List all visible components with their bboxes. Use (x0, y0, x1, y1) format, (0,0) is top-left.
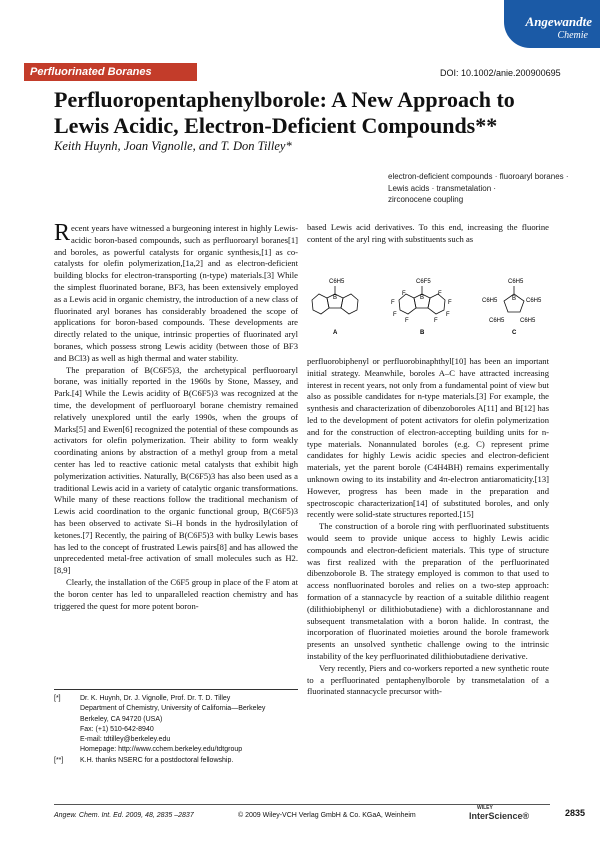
paragraph: The construction of a borole ring with perfluorinated substituents would seem to provide unique access to highly Lewis acidic compounds and electron-deficient materials. This type of structure was first realized with the preparation of the perfluorinated dibenzoborole B. The strategy employed is common to that used to access nonfluorinated boroles and relies on a two-step approach: formation of a stannacycle by reaction of a suitable dilithio reagent (dilithiobiphenyl or dilithiobutadiene) with a dichlorostannane and subsequent transmetalation with a boron halide. In contrast, the incorporation of fluorinated moieties around the borole framework presents an unsolved synthetic challenge owing to the intrinsic instability of the key perfluorinated dilithiobutadiene derivative. (307, 521, 549, 661)
authors: Keith Huynh, Joan Vignolle, and T. Don Tilley* (54, 139, 292, 153)
page-number: 2835 (565, 808, 586, 818)
structure-a-label: A (333, 330, 338, 336)
borole-structures-scheme (307, 264, 549, 350)
fluorine-label: F (438, 291, 442, 297)
structure-b-substituent: C6F5 (416, 279, 431, 285)
footnote-divider (54, 689, 298, 690)
paragraph (54, 220, 298, 365)
paper-title: Perfluoropentaphenylborole: A New Approach to Lewis Acidic, Electron-Deficient Compounds** (54, 87, 515, 138)
paragraph: The preparation of B(C6F5)3, the archetypical perfluoroaryl borane, was initially reported in the 1960s by Stone, Massey, and Park.[4] While the Lewis acidity of B(C6F5)3 was recognized at the time, the development of perfluoroaryl borane chemistry remained relatively unexplored until the early 1990s, when the groups of Marks[5] and Ewen[6] recognized the potential of these compounds as activators for olefin polymerization. Their ability to form weakly coordinating anions by abstraction of a methyl group from a metal center has led to reactive cationic metal catalysts that exhibit high polymerization activities. Naturally, B(C6F5)3 has also been used as a traditional Lewis acid in a variety of catalytic organic transformations. While many of these reactions follow the traditional mechanism of Lewis acid coordination to the organic functional group, B(C6F5)3 has been observed to activate Si–H bonds in the hydrosilylation of ketones.[7] Recently, the pairing of B(C6F5)3 with bulky Lewis bases has led to the concept of frustrated Lewis pairs[8] and has allowed the unprecedented metal-free activation of small molecules such as H2.[8,9] (54, 364, 298, 576)
fluorine-label: F (434, 318, 438, 324)
fluorine-label: F (405, 318, 409, 324)
footnote-line: Fax: (+1) 510-642-8940 (80, 725, 154, 733)
keyword-line: zirconocene coupling (388, 195, 464, 204)
boron-label: B (420, 295, 425, 301)
structure-c-substituent-bottom-right: C6H5 (520, 318, 536, 324)
footnote-line: K.H. thanks NSERC for a postdoctoral fellowship. (80, 756, 234, 764)
fluorine-label: F (402, 291, 406, 297)
structure-c-substituent-bottom-left: C6H5 (489, 318, 505, 324)
section-banner: Perfluorinated Boranes (24, 63, 197, 81)
footnote (54, 756, 298, 766)
paragraph: perfluorobiphenyl or perfluorobinaphthyl[10] has been an important initial strategy. Meanwhile, boroles A–C have attracted increasing interest in recent years, not only from a fundamental point of view but also as possible candidates for n-type materials.[3] For example, the synthesis and characterization of dibenzoboroles A[11] and B[12] has led to the development of potent activators for olefin polymerization and for the construction of electron-accepting building units for n-type materials. Nonannulated boroles (e.g. C) represent prime candidates for highly Lewis acidic species and electron-deficient materials, yet the parent borole (C4H4BH) remains experimentally unknown owing to its instability and 4π-electron antiaromaticity.[13] However, progress has been made in the preparation and spectroscopic characterization[14] of substituted boroles, and only recently were solid-state structures reported.[15] (307, 356, 549, 520)
footnote-line: Dr. K. Huynh, Dr. J. Vignolle, Prof. Dr. T. D. Tilley (80, 695, 231, 702)
structure-a-substituent: C6H5 (329, 279, 345, 285)
structure-c-substituent-top: C6H5 (508, 279, 524, 285)
footnote-line: Homepage: http://www.cchem.berkeley.edu/tdtgroup (80, 746, 243, 754)
fluorine-label: F (448, 300, 452, 306)
publisher-logo (469, 806, 529, 821)
doi: DOI: 10.1002/anie.200900695 (440, 68, 561, 78)
boron-label: B (512, 296, 517, 302)
footnote-line: Department of Chemistry, University of California—Berkeley (80, 705, 266, 713)
publisher-logo-text: InterScience® (469, 811, 530, 821)
structure-c-substituent-right: C6H5 (526, 298, 542, 304)
footnote (54, 694, 298, 756)
structure-b-label: B (420, 330, 425, 336)
journal-logo (504, 0, 600, 48)
left-column (54, 220, 298, 612)
paragraph: Clearly, the installation of the C6F5 group in place of the F atom at the boron center has led to unparalleled reaction chemistry and has triggered the quest for more potent boron- (54, 576, 298, 611)
journal-logo-line2: Chemie (557, 30, 588, 41)
footnote-line: Berkeley, CA 94720 (USA) (80, 715, 163, 723)
keywords (388, 171, 598, 206)
drop-cap: R (54, 220, 71, 246)
right-column-top (307, 222, 549, 246)
fluorine-label: F (391, 300, 395, 306)
footer-divider (54, 804, 550, 805)
journal-logo-line1: Angewandte (525, 14, 592, 29)
paragraph: based Lewis acid derivatives. To this end, increasing the fluorine content of the aryl ring with substituents such as (307, 222, 549, 244)
footnotes (54, 694, 298, 766)
copyright: © 2009 Wiley-VCH Verlag GmbH & Co. KGaA, Weinheim (238, 812, 416, 819)
footnote-tag: [*] (54, 695, 61, 702)
publisher-logo-small: WILEY (477, 805, 493, 811)
citation: Angew. Chem. Int. Ed. 2009, 48, 2835 –2837 (54, 812, 194, 819)
fluorine-label: F (393, 312, 397, 318)
keyword-line: electron-deficient compounds · fluoroaryl boranes · (388, 172, 569, 181)
structure-c-substituent-left: C6H5 (482, 298, 498, 304)
footnote-line: E-mail: tdtilley@berkeley.edu (80, 736, 171, 744)
boron-label: B (333, 295, 338, 301)
right-column (307, 356, 549, 698)
paragraph-text: ecent years have witnessed a burgeoning interest in highly Lewis-acidic boron-based compounds, such as perfluoroaryl boranes[1] and boroles, as powerful catalysts for organic synthesis,[1] as co-catalysts for olefin polymerization,[1a,2] and as electron-deficient building blocks for electron-transporting (n-type) materials.[3] While the simplest fluorinated borane, BF3, has been extensively employed as a Lewis acid in organic chemistry, the introduction of a new class of fluorinated aryl boranes has considerably broadened the scope of applications for boron-based compounds. These developments are directly related to the unique, intrinsic properties of fluorinated aryl boranes, which possess strong Lewis acidity (between those of BF3 and BCl3) as well as high thermal and water stability. (54, 223, 298, 363)
footnote-tag: [**] (54, 756, 64, 764)
keyword-line: Lewis acids · transmetalation · (388, 183, 497, 193)
fluorine-label: F (446, 312, 450, 318)
structure-c-label: C (512, 330, 517, 336)
paragraph: Very recently, Piers and co-workers reported a new synthetic route to a perfluorinated pentaphenylborole by transmetalation of a fluorinated stannacycle precursor with- (307, 662, 549, 697)
